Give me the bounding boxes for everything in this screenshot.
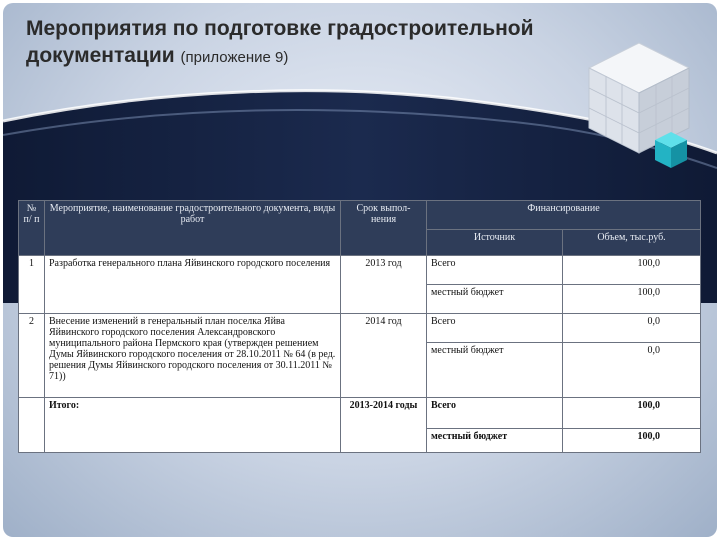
row1-event: Разработка генерального плана Яйвинского городского поселения [45,256,341,314]
total-source-local: местный бюджет [427,429,563,453]
row2-event: Внесение изменений в генеральный план поселка Яйва Яйвинского городского поселения Александровского муниципального района Пермского края (утвержден решением Думы Яйвинского городского поселения от 28.10.2011 № 64 (в ред. решения Думы Яйвинского городского поселения от 30.11.2011 № 71)) [45,314,341,398]
header-event: Мероприятие, наименование градостроительного документа, виды работ [45,201,341,256]
row1-source-total: Всего [427,256,563,285]
row2-source-local: местный бюджет [427,343,563,398]
header-source: Источник [427,230,563,256]
row1-value-local: 100,0 [563,285,701,314]
header-term: Срок выпол-нения [341,201,427,256]
row1-term: 2013 год [341,256,427,314]
row2-num: 2 [19,314,45,398]
total-source-total: Всего [427,398,563,429]
cubes-logo [559,28,709,178]
total-value-local: 100,0 [563,429,701,453]
row1-value-total: 100,0 [563,256,701,285]
total-value-total: 100,0 [563,398,701,429]
events-table [18,200,701,453]
header-volume: Объем, тыс.руб. [563,230,701,256]
slide-title [26,15,566,71]
header-financing: Финансирование [427,201,701,230]
total-num-cell [19,398,45,453]
row2-source-total: Всего [427,314,563,343]
title-main: Мероприятия по подготовке градостроительной документации [26,17,534,67]
row2-value-total: 0,0 [563,314,701,343]
total-label: Итого: [45,398,341,453]
row1-num: 1 [19,256,45,314]
row2-value-local: 0,0 [563,343,701,398]
title-sub: (приложение 9) [180,49,289,66]
row2-term: 2014 год [341,314,427,398]
row1-source-local: местный бюджет [427,285,563,314]
total-term: 2013-2014 годы [341,398,427,453]
header-num: № п/ п [19,201,45,256]
